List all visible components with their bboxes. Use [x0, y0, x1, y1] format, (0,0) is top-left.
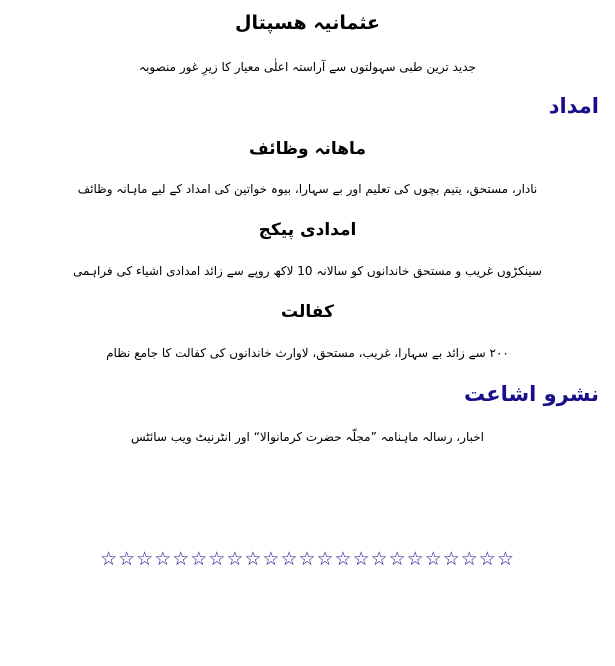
- star-divider: ☆☆☆☆☆☆☆☆☆☆☆☆☆☆☆☆☆☆☆☆☆☆☆: [100, 548, 515, 570]
- item-title-sponsorship: کفالت: [281, 302, 334, 322]
- page-title: عثمانیہ ھسپتال: [235, 12, 380, 34]
- publication-text: اخبار، رسالہ ماہنامہ ”مجلّہ حضرت کرمانوالا“ اور انٹرنیٹ ویب سائٹس: [130, 430, 485, 444]
- section-heading-imdad: امداد: [548, 94, 599, 118]
- item-text-sponsorship: ۲۰۰ سے زائد بے سہارا، غریب، مستحق، لاوارث خاندانوں کی کفالت کا جامع نظام: [106, 346, 509, 360]
- item-title-monthly-stipends: ماھانہ وظائف: [249, 139, 366, 159]
- section-heading-publication: نشرو اشاعت: [464, 382, 599, 406]
- item-text-monthly-stipends: نادار، مستحق، یتیم بچوں کی تعلیم اور بے سہارا، بیوہ خواتین کی امداد کے لیے ماہانہ وظائف: [77, 182, 538, 196]
- item-text-relief-package: سینکڑوں غریب و مستحق خاندانوں کو سالانہ 10 لاکھ روپے سے زائد امدادی اشیاء کی فراہمی: [73, 264, 542, 278]
- item-title-relief-package: امدادی پیکج: [258, 220, 357, 240]
- page-tagline: جدید ترین طبی سہولتوں سے آراستہ اعلٰی معیار کا زیرِ غور منصوبہ: [139, 60, 476, 74]
